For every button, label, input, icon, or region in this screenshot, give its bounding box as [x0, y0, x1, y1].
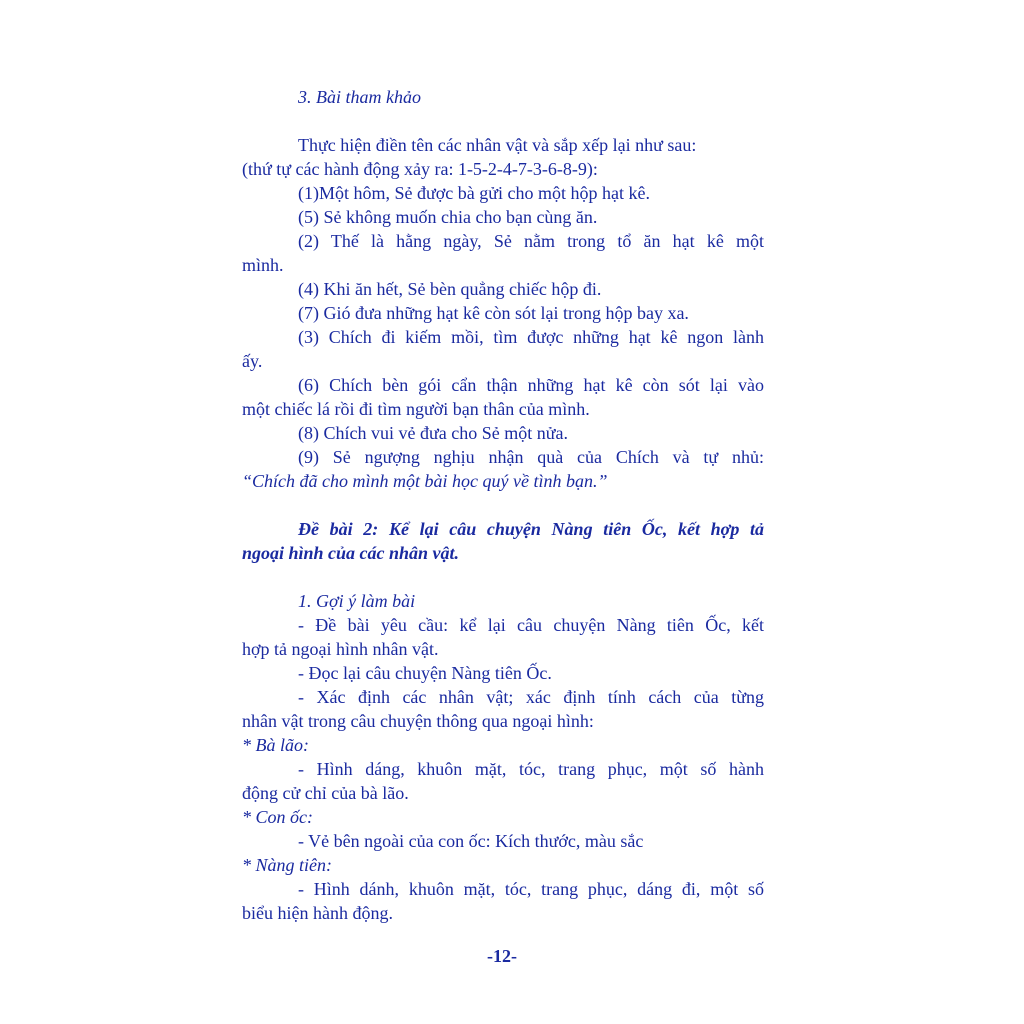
intro-line: Thực hiện điền tên các nhân vật và sắp xếp lại như sau:	[298, 135, 697, 155]
step-line: (4) Khi ăn hết, Sẻ bèn quẳng chiếc hộp đi.	[298, 279, 602, 299]
character-label: * Nàng tiên:	[242, 855, 332, 875]
quote-line: “Chích đã cho mình một bài học quý về tình bạn.”	[242, 471, 608, 491]
step-line: (9) Sẻ ngượng nghịu nhận quà của Chích và tự nhủ:	[298, 447, 764, 467]
step-line: (5) Sẻ không muốn chia cho bạn cùng ăn.	[298, 207, 598, 227]
step-line: (8) Chích vui vẻ đưa cho Sẻ một nửa.	[298, 423, 568, 443]
step-line: (3) Chích đi kiếm mồi, tìm được những hạt kê ngon lành	[298, 327, 764, 347]
intro-line: (thứ tự các hành động xảy ra: 1-5-2-4-7-3-6-8-9):	[242, 159, 598, 179]
step-line: mình.	[242, 255, 284, 275]
hint-line: - Xác định các nhân vật; xác định tính cách của từng	[298, 687, 764, 707]
hint-line: - Hình dánh, khuôn mặt, tóc, trang phục, dáng đi, một số	[298, 879, 764, 899]
hint-line: nhân vật trong câu chuyện thông qua ngoại hình:	[242, 711, 594, 731]
hint-heading: 1. Gợi ý làm bài	[298, 591, 416, 611]
section-heading: 3. Bài tham khảo	[298, 87, 421, 107]
page-number: -12-	[487, 946, 517, 966]
hint-line: động cử chỉ của bà lão.	[242, 783, 409, 803]
hint-line: - Vẻ bên ngoài của con ốc: Kích thước, màu sắc	[298, 831, 644, 851]
assignment-heading: Đề bài 2: Kể lại câu chuyện Nàng tiên Ốc, kết hợp tả	[298, 519, 764, 539]
hint-line: biểu hiện hành động.	[242, 903, 393, 923]
assignment-heading: ngoại hình của các nhân vật.	[242, 543, 460, 563]
step-line: (6) Chích bèn gói cẩn thận những hạt kê còn sót lại vào	[298, 375, 764, 395]
step-line: (7) Gió đưa những hạt kê còn sót lại trong hộp bay xa.	[298, 303, 689, 323]
hint-line: - Hình dáng, khuôn mặt, tóc, trang phục, một số hành	[298, 759, 764, 779]
step-line: một chiếc lá rồi đi tìm người bạn thân của mình.	[242, 399, 590, 419]
character-label: * Bà lão:	[242, 735, 309, 755]
hint-line: - Đọc lại câu chuyện Nàng tiên Ốc.	[298, 663, 552, 683]
hint-line: hợp tả ngoại hình nhân vật.	[242, 639, 439, 659]
step-line: (2) Thế là hằng ngày, Sẻ nằm trong tổ ăn hạt kê một	[298, 231, 764, 251]
character-label: * Con ốc:	[242, 807, 313, 827]
step-line: ấy.	[242, 351, 263, 371]
document-page	[242, 0, 764, 1024]
step-line: (1)Một hôm, Sẻ được bà gửi cho một hộp hạt kê.	[298, 183, 650, 203]
hint-line: - Đề bài yêu cầu: kể lại câu chuyện Nàng tiên Ốc, kết	[298, 615, 764, 635]
